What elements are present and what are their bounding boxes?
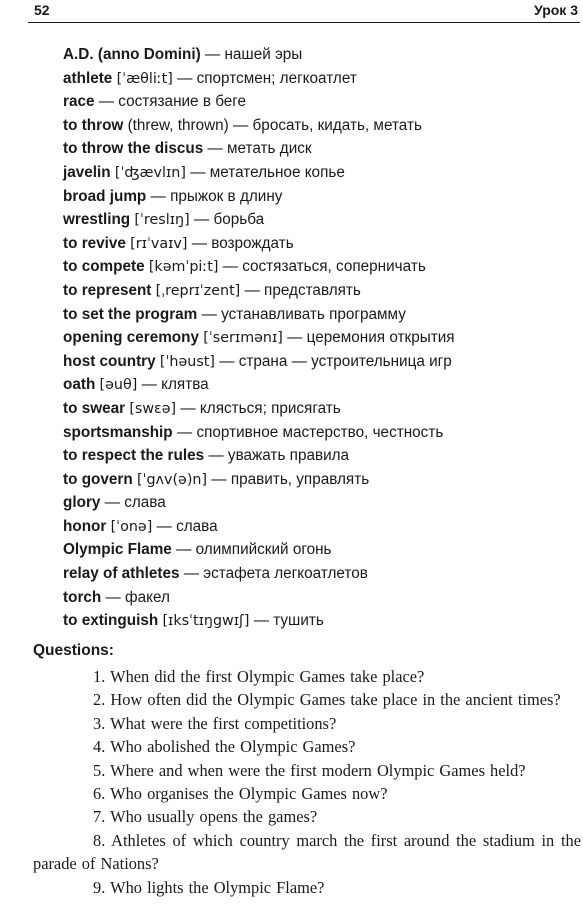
vocab-entry	[63, 421, 578, 445]
question-item	[33, 735, 581, 758]
question-text: Who abolished the Olympic Games?	[110, 737, 356, 757]
vocab-entry	[63, 43, 578, 67]
question-item	[33, 805, 581, 828]
question-text: Who organises the Olympic Games now?	[110, 784, 388, 804]
vocab-entry	[63, 255, 578, 279]
vocab-translation: — метательное копье	[190, 163, 345, 181]
vocab-term: to extinguish	[63, 612, 159, 630]
page-number: 52	[34, 2, 50, 18]
vocab-entry	[63, 350, 578, 374]
vocab-translation: — уважать правила	[208, 447, 350, 465]
vocab-translation: — состязание в беге	[98, 93, 247, 111]
vocab-term: host country	[63, 352, 156, 370]
vocab-term: A.D. (anno Domini)	[63, 46, 201, 63]
vocab-translation: — тушить	[253, 612, 324, 630]
vocab-transcription: [ˈreslɪŋ]	[134, 212, 190, 229]
question-item	[33, 688, 581, 711]
vocab-term: race	[63, 93, 95, 111]
vocab-translation: — бросать, кидать, метать	[233, 116, 422, 134]
question-item	[33, 876, 581, 899]
question-text: Athletes of which country march the first around the stadium in the parade of Nations?	[33, 830, 581, 874]
vocab-term: broad jump	[63, 187, 147, 205]
vocab-entry	[63, 468, 578, 492]
vocab-transcription: [əuθ]	[99, 377, 138, 394]
vocab-entry	[63, 609, 578, 633]
vocab-term: to swear	[63, 399, 126, 417]
vocab-translation: — слава	[104, 494, 166, 512]
vocab-entry	[63, 515, 578, 539]
question-item	[33, 829, 581, 876]
vocab-entry	[63, 373, 578, 397]
vocab-entry	[63, 67, 578, 91]
vocab-entry	[63, 114, 578, 138]
question-text: Who usually opens the games?	[110, 807, 318, 827]
vocab-entry	[63, 161, 578, 185]
vocab-term: to throw the discus	[63, 140, 204, 158]
vocab-term: javelin	[63, 163, 111, 181]
vocab-transcription: [ˈʤævlɪn]	[114, 164, 186, 181]
question-text: Where and when were the first modern Olympic Games held?	[110, 760, 526, 780]
vocab-verb-forms: (threw, thrown)	[127, 116, 229, 134]
vocab-transcription: [ˈonə]	[110, 518, 153, 535]
question-text: Who lights the Olympic Flame?	[110, 877, 325, 897]
question-number: 6.	[93, 784, 106, 804]
vocab-term: to throw	[63, 116, 124, 134]
vocab-translation: — править, управлять	[211, 470, 370, 488]
question-number: 8.	[93, 830, 106, 850]
vocab-term: to revive	[63, 234, 126, 252]
question-item	[33, 665, 581, 688]
vocab-term: relay of athletes	[63, 565, 180, 583]
vocab-term: oath	[63, 376, 96, 394]
vocab-entry	[63, 232, 578, 256]
vocab-term: glory	[63, 494, 101, 512]
vocab-term: honor	[63, 517, 107, 535]
vocab-entry	[63, 90, 578, 114]
vocab-translation: — церемония открытия	[287, 329, 455, 347]
question-number: 3.	[93, 713, 106, 733]
vocab-term: to represent	[63, 281, 152, 299]
vocab-translation: — устанавливать программу	[201, 305, 406, 323]
vocab-transcription: [kəmˈpiːt]	[148, 259, 219, 276]
vocab-translation: — прыжок в длину	[150, 187, 283, 205]
vocab-term: to set the program	[63, 305, 198, 323]
vocab-transcription: [rɪˈvaɪv]	[130, 235, 188, 252]
lesson-label: Урок 3	[534, 2, 578, 18]
vocab-translation: — борьба	[193, 211, 265, 229]
vocab-transcription: [ˈæθliːt]	[116, 70, 173, 87]
questions-list	[33, 665, 581, 899]
vocab-translation: — олимпийский огонь	[176, 541, 332, 559]
vocab-term: wrestling	[63, 211, 131, 229]
vocab-term: opening ceremony	[63, 329, 199, 347]
vocab-term: to compete	[63, 258, 145, 276]
vocab-translation: — представлять	[244, 281, 361, 299]
vocab-translation: — спортивное мастерство, честность	[176, 423, 444, 441]
vocab-transcription: [ˈgʌv(ə)n]	[136, 471, 208, 488]
question-number: 4.	[93, 737, 106, 757]
vocab-term: Olympic Flame	[63, 541, 172, 559]
vocab-entry	[63, 397, 578, 421]
vocab-transcription: [ˌreprɪˈzent]	[155, 282, 241, 299]
vocab-translation: — слава	[156, 517, 218, 535]
question-item	[33, 759, 581, 782]
question-number: 1.	[93, 667, 106, 686]
page-header	[28, 0, 580, 23]
vocab-entry	[63, 137, 578, 161]
vocab-entry	[63, 185, 578, 209]
vocab-term: to govern	[63, 470, 133, 488]
vocab-transcription: [ˈhəust]	[159, 353, 215, 370]
vocab-term: athlete	[63, 69, 113, 87]
vocab-term: to respect the rules	[63, 447, 205, 465]
question-item	[33, 782, 581, 805]
question-number: 7.	[93, 807, 106, 827]
vocab-entry	[63, 326, 578, 350]
vocab-term: sportsmanship	[63, 423, 173, 441]
question-number: 5.	[93, 760, 106, 780]
vocab-entry	[63, 562, 578, 586]
vocab-translation: — клятва	[141, 376, 209, 394]
vocab-entry	[63, 208, 578, 232]
vocab-entry	[63, 491, 578, 515]
vocab-entry	[63, 444, 578, 468]
vocab-entry	[63, 279, 578, 303]
question-text: How often did the Olympic Games take place in the ancient times?	[110, 690, 561, 710]
vocab-translation: — метать диск	[207, 140, 312, 158]
vocab-translation: — факел	[105, 588, 170, 606]
vocab-translation: — возрождать	[191, 234, 294, 252]
question-item	[33, 712, 581, 735]
vocab-translation: — нашей эры	[204, 46, 303, 63]
question-text: When did the first Olympic Games take place?	[110, 667, 425, 686]
vocab-translation: — страна — устроительница игр	[219, 352, 452, 370]
vocab-translation: — состязаться, соперничать	[222, 258, 426, 276]
vocab-translation: — эстафета легкоатлетов	[183, 565, 368, 583]
vocab-entry	[63, 538, 578, 562]
vocab-transcription: [ɪksˈtɪŋgwɪʃ]	[162, 613, 250, 630]
vocab-translation: — клясться; присягать	[180, 399, 341, 417]
vocab-term: torch	[63, 588, 102, 606]
question-number: 2.	[93, 690, 106, 710]
vocabulary-list	[63, 43, 578, 633]
question-number: 9.	[93, 877, 106, 897]
vocab-entry	[63, 586, 578, 610]
vocab-transcription: [ˈserɪmənɪ]	[203, 330, 283, 347]
vocab-entry	[63, 303, 578, 327]
vocab-transcription: [swɛə]	[129, 400, 177, 417]
vocab-translation: — спортсмен; легкоатлет	[177, 69, 357, 87]
question-text: What were the first competitions?	[110, 713, 337, 733]
questions-heading: Questions:	[33, 642, 114, 659]
